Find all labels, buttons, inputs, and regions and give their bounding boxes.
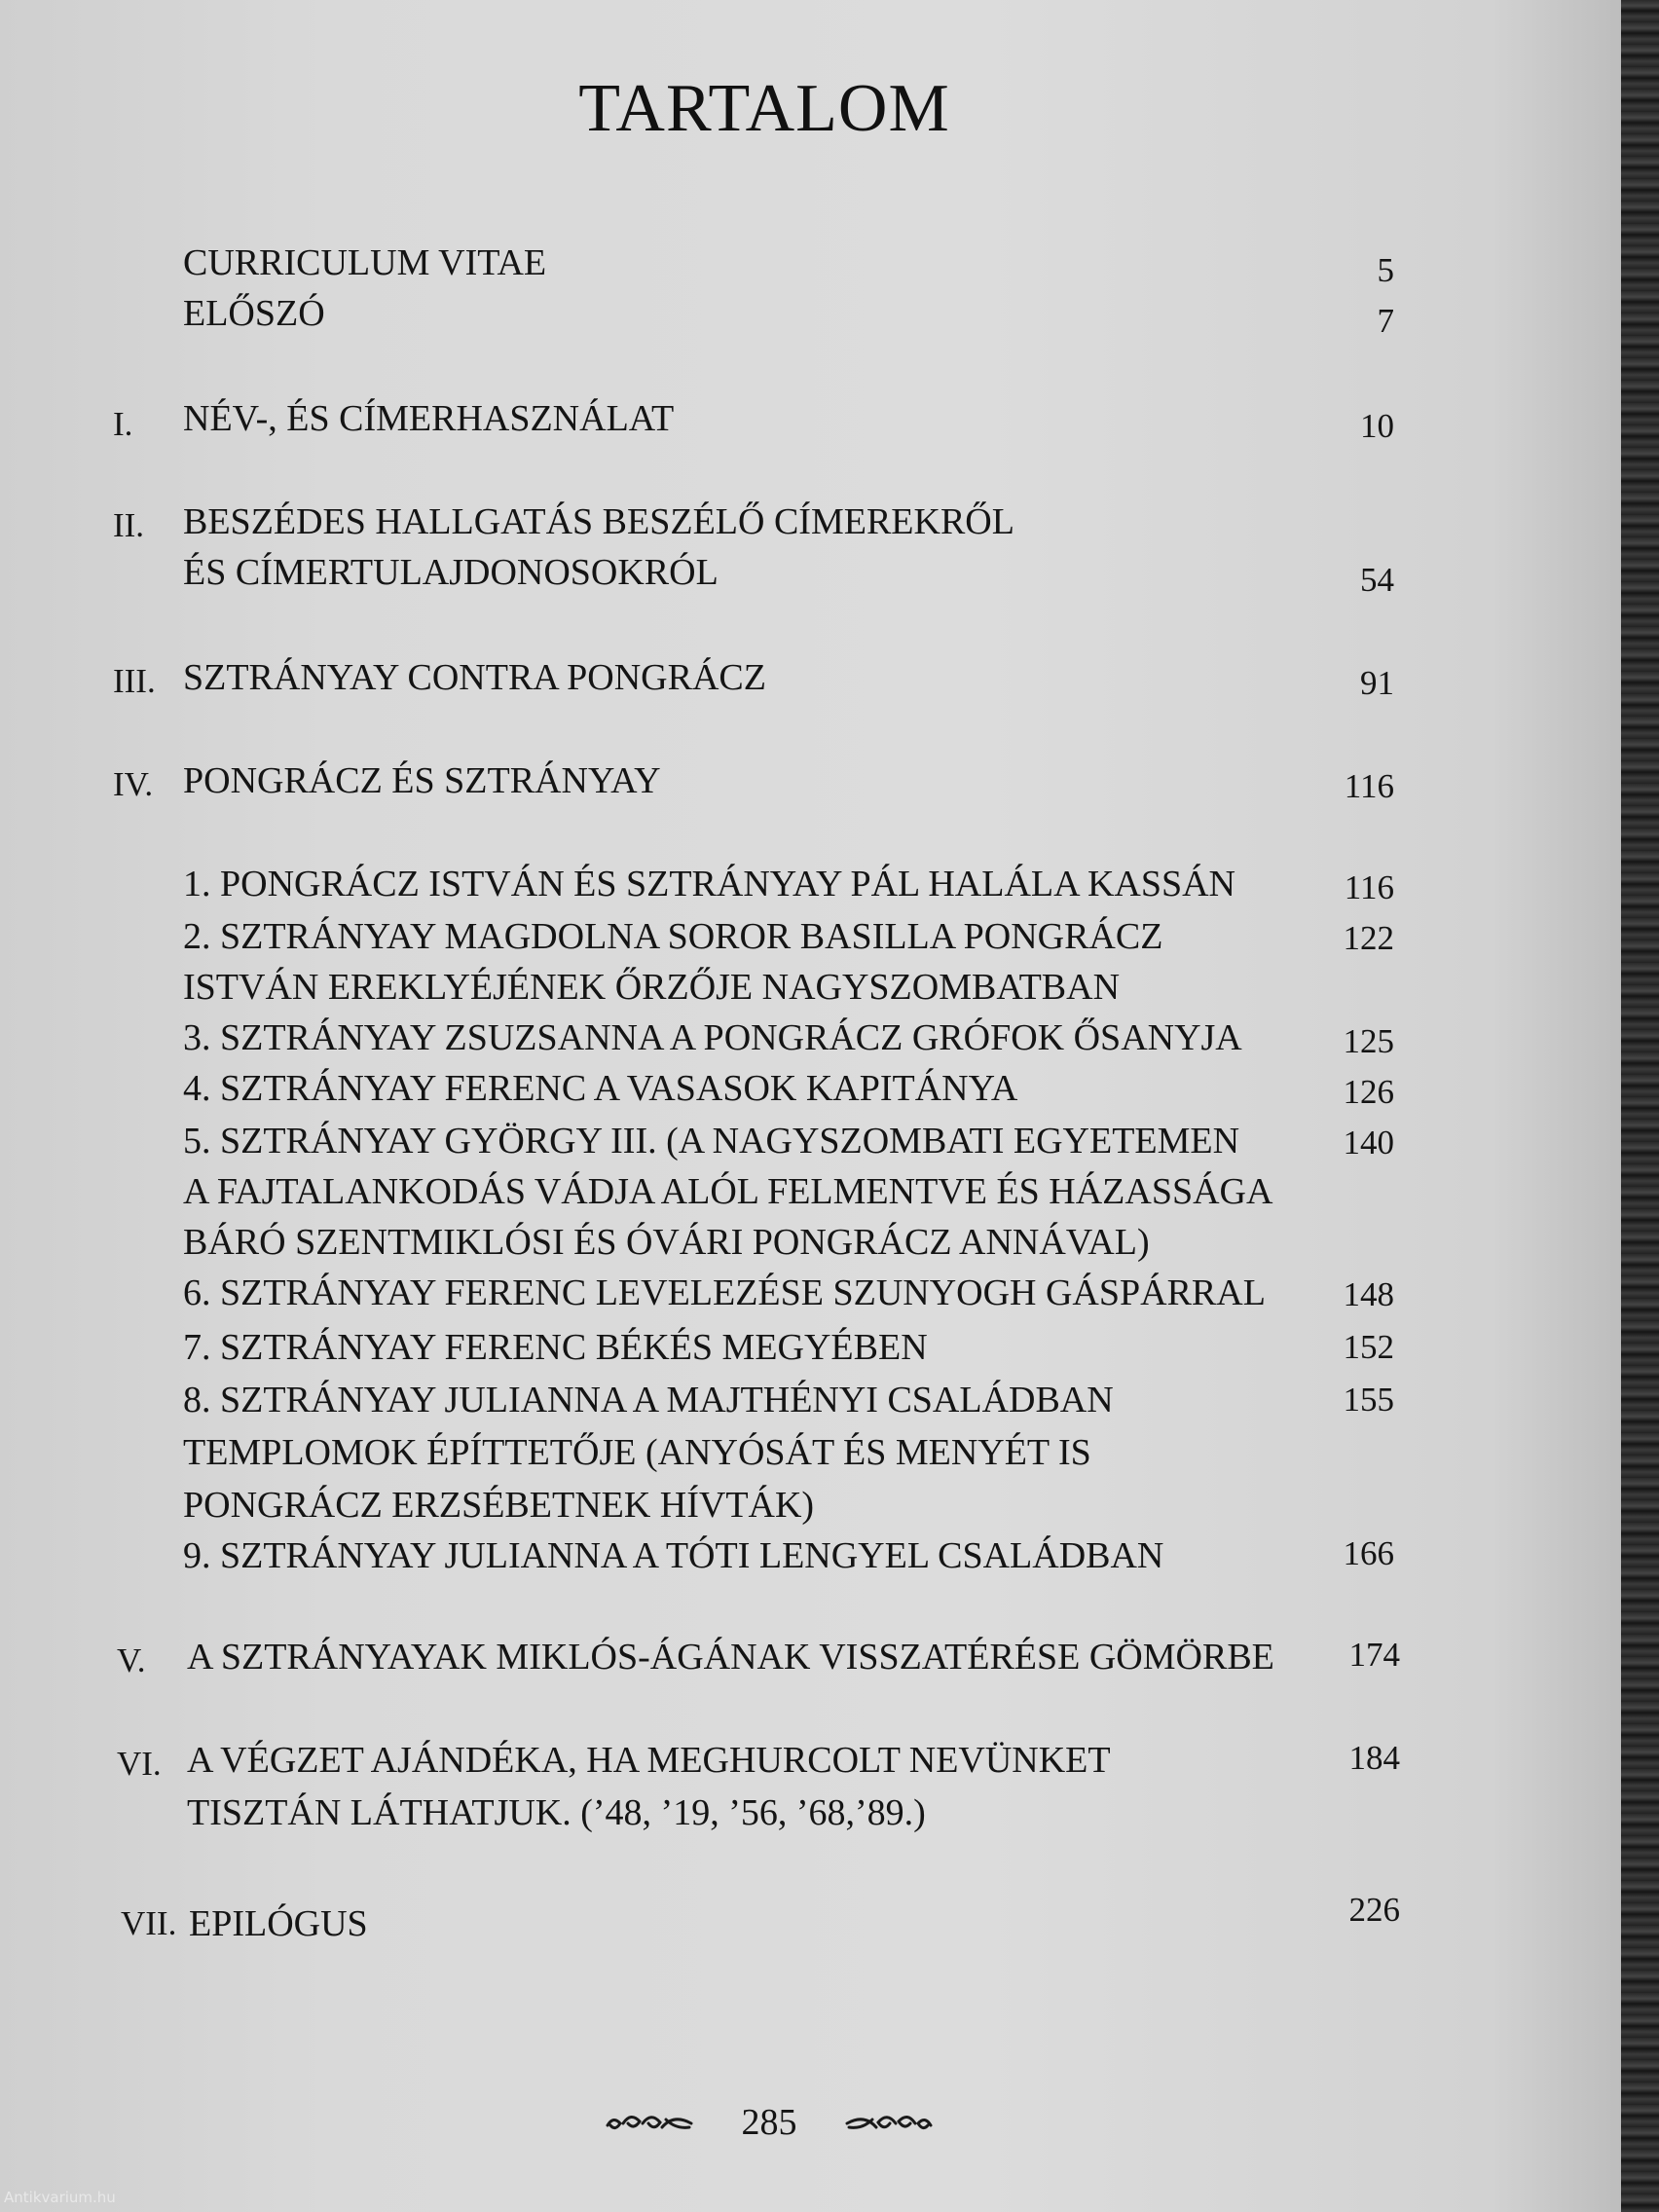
toc-page-number: 140 [1343, 1124, 1394, 1161]
chapter-numeral: I. [113, 405, 133, 443]
toc-subentry: 4. SZTRÁNYAY FERENC A VASASOK KAPITÁNYA [183, 1068, 1018, 1109]
toc-page-number: 122 [1343, 919, 1394, 957]
toc-page-number: 166 [1343, 1534, 1394, 1572]
toc-subentry-cont: TEMPLOMOK ÉPÍTTETŐJE (ANYÓSÁT ÉS MENYÉT IS [183, 1432, 1091, 1473]
toc-page-number: 126 [1343, 1073, 1394, 1111]
toc-subentry-cont: A FAJTALANKODÁS VÁDJA ALÓL FELMENTVE ÉS HÁZASSÁGA [183, 1171, 1273, 1212]
toc-subentry: 5. SZTRÁNYAY GYÖRGY III. (A NAGYSZOMBATI EGYETEMEN [183, 1121, 1240, 1161]
toc-page-number: 184 [1348, 1739, 1400, 1777]
toc-subentry: 8. SZTRÁNYAY JULIANNA A MAJTHÉNYI CSALÁDBAN [183, 1380, 1114, 1420]
toc-entry-chapter-2-cont: ÉS CÍMERTULAJDONOSOKRÓL [183, 552, 719, 593]
toc-entry-chapter-7: EPILÓGUS [189, 1903, 368, 1944]
toc-entry-chapter-2: BESZÉDES HALLGATÁS BESZÉLŐ CÍMEREKRŐL [183, 501, 1014, 542]
toc-page-number: 54 [1360, 561, 1394, 599]
toc-page-number: 7 [1377, 302, 1394, 340]
toc-subentry-cont: BÁRÓ SZENTMIKLÓSI ÉS ÓVÁRI PONGRÁCZ ANNÁVAL) [183, 1222, 1150, 1263]
chapter-numeral: II. [113, 506, 145, 544]
toc-subentry: 9. SZTRÁNYAY JULIANNA A TÓTI LENGYEL CSALÁDBAN [183, 1535, 1164, 1576]
chapter-numeral: V. [117, 1641, 146, 1679]
toc-subentry: 7. SZTRÁNYAY FERENC BÉKÉS MEGYÉBEN [183, 1327, 928, 1368]
chapter-numeral: IV. [113, 765, 154, 803]
page-number: 285 [741, 2102, 797, 2143]
toc-entry-curriculum: CURRICULUM VITAE [183, 242, 547, 283]
toc-page-number: 10 [1360, 407, 1394, 445]
chapter-numeral: VII. [121, 1904, 177, 1942]
toc-entry-chapter-4: PONGRÁCZ ÉS SZTRÁNYAY [183, 760, 661, 801]
toc-entry-chapter-1: NÉV-, ÉS CÍMERHASZNÁLAT [183, 398, 675, 439]
toc-subentry: 2. SZTRÁNYAY MAGDOLNA SOROR BASILLA PONGRÁCZ [183, 916, 1163, 957]
toc-subentry: 1. PONGRÁCZ ISTVÁN ÉS SZTRÁNYAY PÁL HALÁLA KASSÁN [183, 864, 1235, 904]
toc-entry-chapter-6-cont: TISZTÁN LÁTHATJUK. (’48, ’19, ’56, ’68,’89.) [187, 1792, 926, 1833]
page-footer [604, 2098, 935, 2147]
page-title: TARTALOM [578, 71, 950, 146]
toc-entry-eloszo: ELŐSZÓ [183, 293, 325, 334]
toc-page-number: 148 [1343, 1275, 1394, 1313]
chapter-numeral: III. [113, 662, 156, 700]
toc-page-number: 226 [1348, 1891, 1400, 1929]
book-spine-edge [1621, 0, 1659, 2212]
toc-page-number: 152 [1343, 1328, 1394, 1366]
toc-subentry: 6. SZTRÁNYAY FERENC LEVELEZÉSE SZUNYOGH GÁSPÁRRAL [183, 1272, 1266, 1313]
watermark: Antikvarium.hu [4, 2189, 116, 2206]
chapter-numeral: VI. [117, 1745, 162, 1783]
toc-subentry-cont: PONGRÁCZ ERZSÉBETNEK HÍVTÁK) [183, 1485, 815, 1526]
toc-page-number: 174 [1348, 1636, 1400, 1674]
toc-page-number: 116 [1344, 767, 1394, 805]
toc-entry-chapter-3: SZTRÁNYAY CONTRA PONGRÁCZ [183, 657, 766, 698]
toc-subentry: 3. SZTRÁNYAY ZSUZSANNA A PONGRÁCZ GRÓFOK ŐSANYJA [183, 1017, 1242, 1058]
toc-page-number: 116 [1344, 868, 1394, 906]
toc-page-number: 5 [1377, 251, 1394, 289]
toc-entry-chapter-5: A SZTRÁNYAYAK MIKLÓS-ÁGÁNAK VISSZATÉRÉSE GÖMÖRBE [187, 1637, 1274, 1677]
toc-page-number: 155 [1343, 1381, 1394, 1419]
toc-entry-chapter-6: A VÉGZET AJÁNDÉKA, HA MEGHURCOLT NEVÜNKET [187, 1740, 1111, 1781]
toc-subentry-cont: ISTVÁN EREKLYÉJÉNEK ŐRZŐJE NAGYSZOMBATBAN [183, 967, 1121, 1008]
toc-page-number: 125 [1343, 1022, 1394, 1060]
toc-page-number: 91 [1360, 664, 1394, 702]
flourish-right-icon [842, 2106, 935, 2139]
